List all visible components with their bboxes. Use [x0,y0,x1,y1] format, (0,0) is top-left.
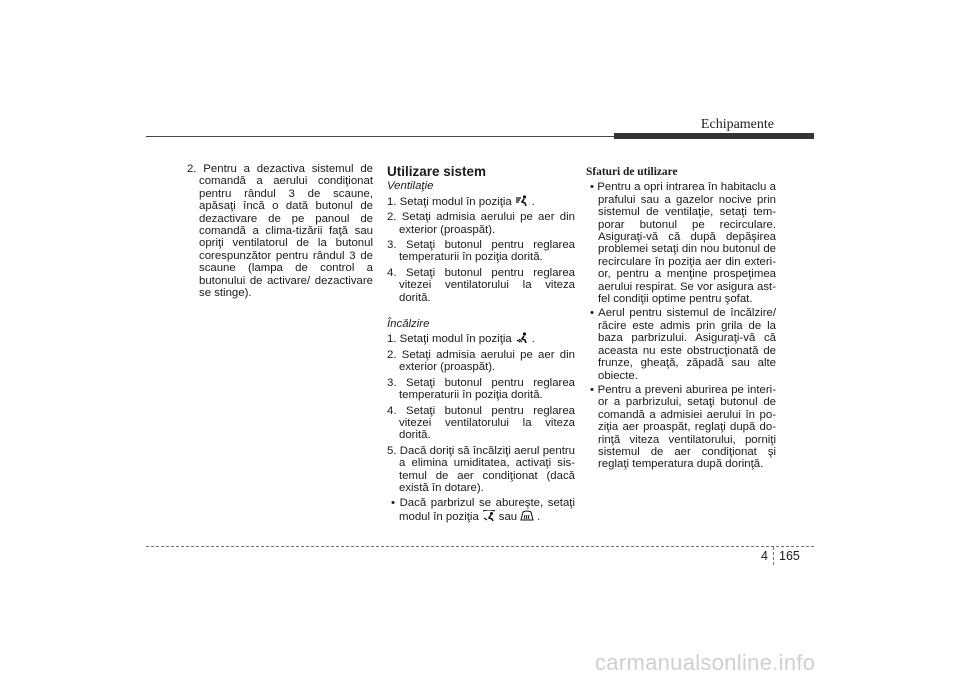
tip-prevent-fogging: • Pentru a preveni aburirea pe interi-or a parbrizului, setaţi butonul de comandă a admisiei aerului în po-ziţia aer proaspăt, reglaţi după do-rinţă viteza ventilatorului, porniţi sistemul de aer condiţionat şi reglaţi temperatura după dorinţă. [590,383,776,471]
watermark-text: carmanualsonline.info [595,650,816,675]
incalzire-step-1-text: 1. Setaţi modul în poziţia [387,333,512,346]
column-1 [187,163,373,302]
subheading-incalzire: Încălzire [387,318,430,331]
incalzire-step-4: 4. Setaţi butonul pentru reglarea vitezei ventilatorului la viteza dorită. [387,404,575,442]
page-number-separator [773,547,775,565]
ventilatie-step-2: 2. Setaţi admisia aerului pe aer din exterior (proaspăt). [387,211,575,236]
ventilatie-step-1 [387,195,575,208]
column-2 [387,166,575,525]
step-2-deactivate-rear: 2. Pentru a dezactiva sistemul de comandă a aerului condiţionat pentru rândul 3 de scaune, apăsaţi încă o dată butonul de dezactivare de pe panoul de comandă a clima-tizării faţă sau opriţi ventilatorul de la butonul corespunzător pentru rândul 3 de scaune (lampa de control a butonului de activare/ dezactivare se stinge). [187,163,373,300]
incalzire-bullet-defrost [387,497,575,523]
header-rule-thin [146,136,614,137]
page-number: 165 [779,549,800,563]
mode-floor-defrost-icon [482,510,496,521]
ventilatie-step-1-end: . [531,195,535,208]
incalzire-step-5: 5. Dacă doriţi să încălziţi aerul pentru a elimina umiditatea, activaţi sis-temul de aer condiţionat (dacă există în dotare). [387,444,575,494]
header-rule-thick [614,133,814,139]
ventilatie-step-3: 3. Setaţi butonul pentru reglarea temperaturii în poziţia dorită. [387,239,575,264]
mode-floor-icon [515,332,529,343]
chapter-number: 4 [761,549,768,563]
incalzire-bullet-or: sau [498,510,518,523]
mode-defrost-icon [520,510,534,521]
incalzire-step-3: 3. Setaţi butonul pentru reglarea temperaturii în poziţia dorită. [387,376,575,402]
ventilatie-step-1-text: 1. Setaţi modul în poziţia [387,195,512,208]
tips-title: Sfaturi de utilizare [586,166,678,178]
subheading-ventilatie: Ventilaţie [387,180,434,193]
incalzire-bullet-end: . [537,510,541,523]
column-3 [586,166,776,473]
incalzire-bullet-text: • Dacă parbrizul se abureşte, setaţi modul în poziţia [391,497,575,523]
incalzire-step-2: 2. Setaţi admisia aerului pe aer din exterior (proaspăt). [387,348,575,374]
tip-air-intake-grille: • Aerul pentru sistemul de încălzire/ răcire este admis prin grila de la baza parbrizului. Asiguraţi-vă că aceasta nu este obstrucţionată de frunze, gheaţă, zăpadă sau alte obiecte. [590,307,776,382]
incalzire-step-1 [387,332,575,345]
section-header-title: Echipamente [700,117,774,132]
footer-dashed-rule [146,546,814,547]
incalzire-step-1-end: . [531,333,535,346]
mode-face-icon [515,195,529,206]
tip-recirculation: • Pentru a opri intrarea în habitaclu a prafului sau a gazelor nocive prin sistemul de ventilaţie, setaţi tem-porar butonul pe recirculare. Asiguraţi-vă că după depăşirea problemei setaţi din nou butonul de recirculare în poziţia aer din exteri-or, pentru a menţine prospeţimea aerului respirat. Se vor asigura ast-fel condiţii optime pentru şofat. [590,181,776,306]
section-title-utilizare-sistem: Utilizare sistem [387,164,487,179]
ventilatie-step-4: 4. Setaţi butonul pentru reglarea vitezei ventilatorului la viteza dorită. [387,266,575,304]
